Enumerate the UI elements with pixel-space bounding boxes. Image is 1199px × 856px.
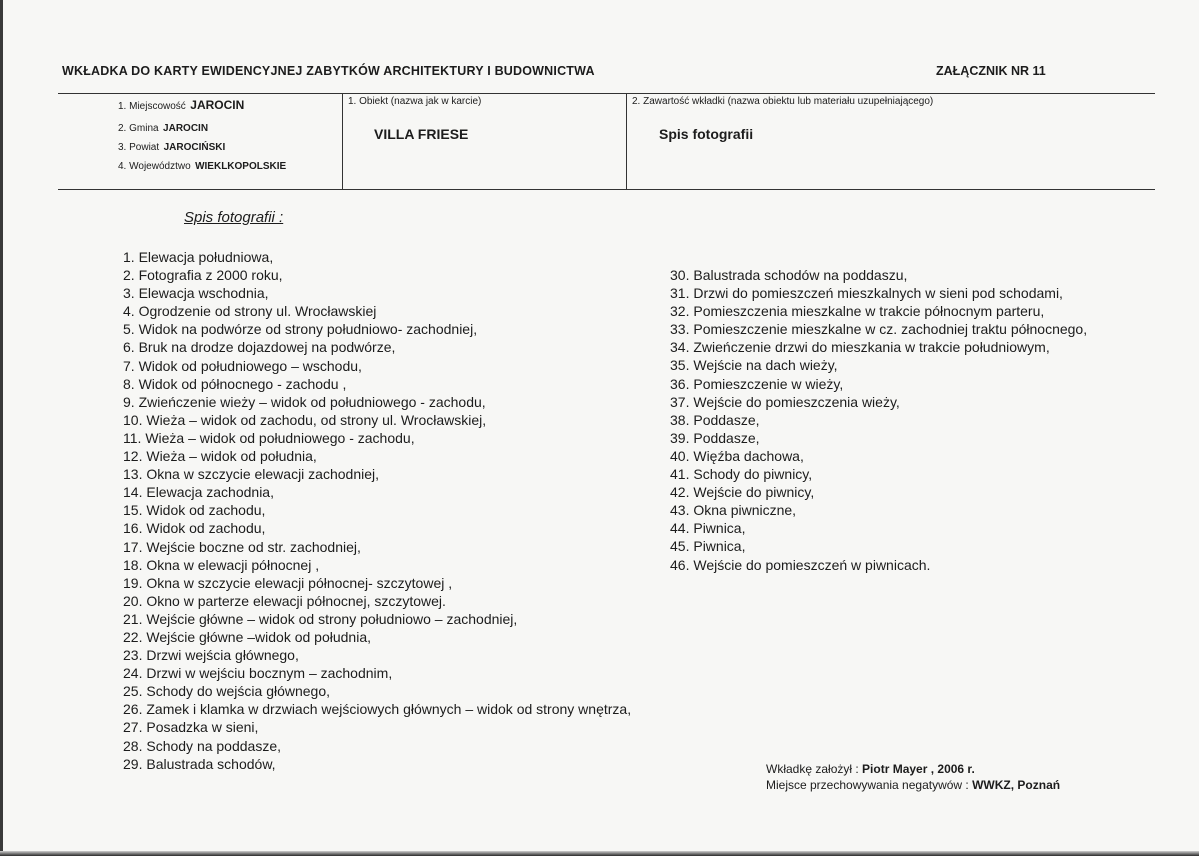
author-value: Piotr Mayer , 2006 r. [862,762,975,776]
photo-list-item: 35. Wejście na dach wieży, [670,357,838,374]
photo-list-item: 39. Poddasze, [670,429,760,446]
photo-list-item: 23. Drzwi wejścia głównego, [123,647,299,664]
content-box-label: 2. Zawartość wkładki (nazwa obiektu lub materiału uzupełniającego) [632,96,934,107]
photo-list-item: 21. Wejście główne – widok od strony południowo – zachodniej, [123,610,518,627]
photo-list-item: 5. Widok na podwórze od strony południowo- zachodniej, [123,321,478,338]
photo-list-item: 24. Drzwi w wejściu bocznym – zachodnim, [123,665,393,682]
scan-edge-bottom [0,851,1199,856]
photo-list-item: 31. Drzwi do pomieszczeń mieszkalnych w sieni pod schodami, [670,285,1063,302]
miejscowosc-label: 1. Miejscowość [118,101,186,112]
photo-list-item: 13. Okna w szczycie elewacji zachodniej, [123,466,380,483]
photo-list-item: 14. Elewacja zachodnia, [123,484,274,501]
document-title: WKŁADKA DO KARTY EWIDENCYJNEJ ZABYTKÓW ARCHITEKTURY I BUDOWNICTWA [62,64,595,78]
author-label: Wkładkę założył : [766,762,859,776]
photo-list-item: 45. Piwnica, [670,538,746,555]
photo-list-item: 36. Pomieszczenie w wieży, [670,375,844,392]
photo-list-item: 34. Zwieńczenie drzwi do mieszkania w trakcie południowym, [670,339,1050,356]
content-name: Spis fotografii [659,126,754,142]
footer-author [766,762,975,776]
annex-number: ZAŁĄCZNIK NR 11 [936,64,1046,78]
photo-list-item: 10. Wieża – widok od zachodu, od strony ul. Wrocławskiej, [123,411,487,428]
photo-list-item: 25. Schody do wejścia głównego, [123,683,331,700]
photo-list-item: 44. Piwnica, [670,520,746,537]
storage-value: WWKZ, Poznań [972,778,1061,792]
powiat-label: 3. Powiat [118,142,160,153]
object-name: VILLA FRIESE [374,126,469,142]
object-box-label: 1. Obiekt (nazwa jak w karcie) [348,96,482,107]
photo-list-item: 28. Schody na poddasze, [123,737,282,754]
photo-list-item: 8. Widok od północnego - zachodu , [123,375,347,392]
photo-list-item: 41. Schody do piwnicy, [670,466,813,483]
photo-list-item: 19. Okna w szczycie elewacji północnej- szczytowej , [123,574,453,591]
photo-list-item: 9. Zwieńczenie wieży – widok od południowego - zachodu, [123,393,486,410]
photo-list-column-1 [123,248,631,773]
photo-list-item: 7. Widok od południowego – wschodu, [123,357,362,374]
location-powiat [118,137,225,155]
scan-edge-left [0,0,3,856]
storage-label: Miejsce przechowywania negatywów : [766,778,969,792]
photo-list-item: 20. Okno w parterze elewacji północnej, szczytowej. [123,592,446,609]
photo-list-item: 15. Widok od zachodu, [123,502,266,519]
photo-list-item: 33. Pomieszczenie mieszkalne w cz. zachodniej traktu północnego, [670,321,1088,338]
photo-list-item: 29. Balustrada schodów, [123,755,276,772]
location-wojewodztwo [118,156,286,174]
photo-list-item: 46. Wejście do pomieszczeń w piwnicach. [670,556,931,573]
photo-list-item: 42. Wejście do piwnicy, [670,484,815,501]
photo-list-item: 37. Wejście do pomieszczenia wieży, [670,393,900,410]
photo-list-item: 17. Wejście boczne od str. zachodniej, [123,538,361,555]
table-top-border [58,93,1155,94]
photo-list-item: 11. Wieża – widok od południowego - zachodu, [123,429,415,446]
location-gmina [118,118,208,136]
footer-storage [766,778,1060,792]
wojewodztwo-value: WIEKLKOPOLSKIE [195,161,287,172]
table-divider-2 [626,94,627,189]
photo-list-item: 26. Zamek i klamka w drzwiach wejściowych głównych – widok od strony wnętrza, [123,701,632,718]
photo-list-item: 27. Posadzka w sieni, [123,719,259,736]
photo-list-column-2 [670,266,1087,574]
photo-list-item: 3. Elewacja wschodnia, [123,285,269,302]
gmina-label: 2. Gmina [118,123,159,134]
photo-list-item: 12. Wieża – widok od południa, [123,448,317,465]
photo-list-item: 43. Okna piwniczne, [670,502,797,519]
gmina-value: JAROCIN [163,123,209,134]
photo-list-item: 2. Fotografia z 2000 roku, [123,267,283,284]
powiat-value: JAROCIŃSKI [163,142,226,153]
photo-list-item: 6. Bruk na drodze dojazdowej na podwórze, [123,339,396,356]
photo-list-item: 4. Ogrodzenie od strony ul. Wrocławskiej [123,303,377,320]
photo-list-item: 38. Poddasze, [670,411,760,428]
photo-list-item: 18. Okna w elewacji północnej , [123,556,320,573]
location-miejscowosc [118,96,244,114]
table-divider-1 [342,94,343,189]
photo-list-item: 30. Balustrada schodów na poddaszu, [670,267,908,283]
photo-list-item: 22. Wejście główne –widok od południa, [123,628,372,645]
photo-list-item: 1. Elewacja południowa, [123,249,274,265]
table-bottom-border [58,189,1155,190]
wojewodztwo-label: 4. Województwo [118,161,191,172]
miejscowosc-value: JAROCIN [190,98,245,112]
photo-list-item: 32. Pomieszczenia mieszkalne w trakcie północnym parteru, [670,303,1045,320]
photo-list-item: 16. Widok od zachodu, [123,520,266,537]
photo-list-item: 40. Więźba dachowa, [670,447,804,464]
list-title: Spis fotografii : [184,209,284,226]
